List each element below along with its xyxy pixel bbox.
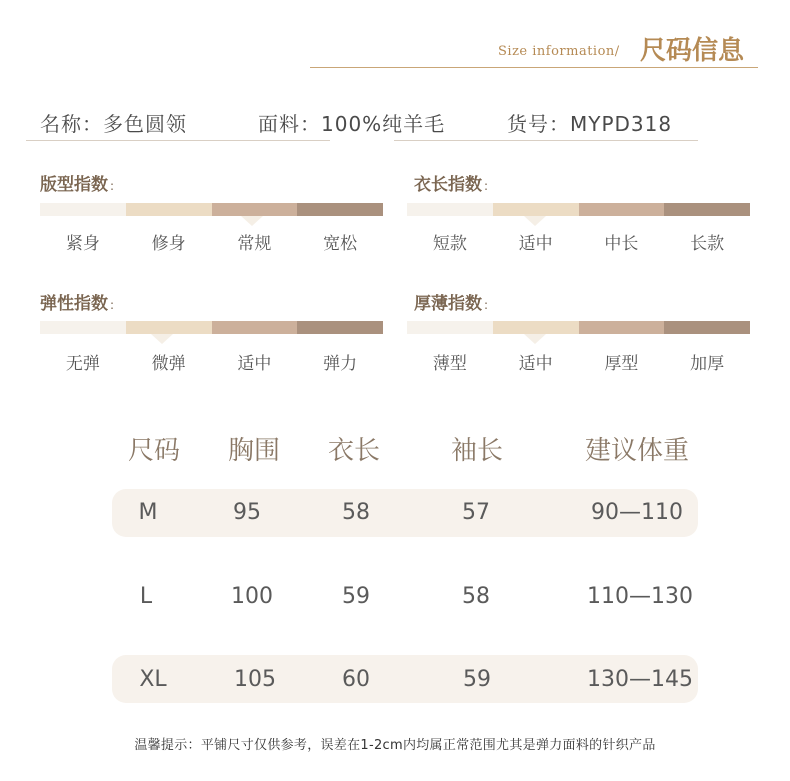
thickness-option-selected: 适中	[518, 354, 553, 374]
elasticity-index-options	[40, 349, 383, 374]
fit-option-selected: 常规	[237, 234, 272, 254]
table-cell-chest: 95	[233, 500, 261, 525]
table-cell-weight: 110—130	[587, 584, 693, 609]
table-header-length: 衣长	[327, 436, 381, 466]
table-header-chest: 胸围	[227, 436, 281, 466]
elasticity-index-marker	[151, 334, 173, 344]
header-title-en: Size information/	[498, 44, 620, 59]
length-index-options	[407, 229, 750, 254]
info-divider-right	[394, 140, 698, 141]
fit-index-title: 版型指数 :	[40, 175, 115, 195]
product-fabric: 面料：100%纯羊毛	[258, 112, 446, 136]
table-cell-chest: 105	[234, 667, 276, 692]
thickness-option: 厚型	[604, 354, 639, 374]
table-cell-size: L	[139, 584, 153, 609]
length-option: 长款	[690, 234, 725, 254]
info-divider-left	[26, 140, 330, 141]
product-code: 货号：MYPD318	[507, 112, 673, 136]
thickness-option: 加厚	[690, 354, 725, 374]
fit-index-bar	[40, 203, 383, 216]
length-option: 中长	[604, 234, 639, 254]
length-option: 短款	[432, 234, 467, 254]
table-cell-size: XL	[139, 667, 167, 692]
thickness-index-marker	[524, 334, 546, 344]
fit-index-label: 版型指数	[40, 175, 108, 195]
elasticity-option: 弹力	[323, 354, 358, 374]
table-cell-sleeve: 59	[463, 667, 491, 692]
product-name: 名称：多色圆领	[40, 112, 187, 136]
table-cell-length: 59	[342, 584, 370, 609]
thickness-index-options	[407, 349, 750, 374]
thickness-index-label: 厚薄指数	[414, 294, 482, 314]
table-cell-chest: 100	[231, 584, 273, 609]
header-divider	[310, 67, 758, 68]
footnote: 温馨提示：平铺尺寸仅供参考，误差在1-2cm内均属正常范围尤其是弹力面料的针织产品	[134, 738, 656, 753]
table-header-weight: 建议体重	[584, 436, 690, 466]
elasticity-option: 适中	[237, 354, 272, 374]
table-cell-length: 58	[342, 500, 370, 525]
fit-option: 宽松	[323, 234, 358, 254]
table-cell-sleeve: 57	[462, 500, 490, 525]
table-header-sleeve: 袖长	[450, 436, 504, 466]
length-index-marker	[524, 216, 546, 226]
fit-option: 紧身	[65, 234, 100, 254]
table-cell-weight: 90—110	[591, 500, 683, 525]
table-header-size: 尺码	[127, 436, 181, 466]
elasticity-index-label: 弹性指数	[40, 294, 108, 314]
elasticity-index-title: 弹性指数 :	[40, 294, 115, 314]
fit-index-marker	[241, 216, 263, 226]
table-cell-sleeve: 58	[462, 584, 490, 609]
table-cell-size: M	[138, 500, 158, 525]
thickness-index-bar	[407, 321, 750, 334]
length-index-label: 衣长指数	[414, 175, 482, 195]
length-option-selected: 适中	[518, 234, 553, 254]
table-cell-length: 60	[342, 667, 370, 692]
thickness-index-title: 厚薄指数 :	[414, 294, 489, 314]
header-title-zh: 尺码信息	[640, 36, 745, 66]
elasticity-option-selected: 微弹	[151, 354, 186, 374]
fit-index-options	[40, 229, 383, 254]
length-index-title: 衣长指数 :	[414, 175, 489, 195]
thickness-option: 薄型	[432, 354, 467, 374]
elasticity-option: 无弹	[65, 354, 100, 374]
fit-option: 修身	[151, 234, 186, 254]
elasticity-index-bar	[40, 321, 383, 334]
length-index-bar	[407, 203, 750, 216]
table-cell-weight: 130—145	[587, 667, 693, 692]
